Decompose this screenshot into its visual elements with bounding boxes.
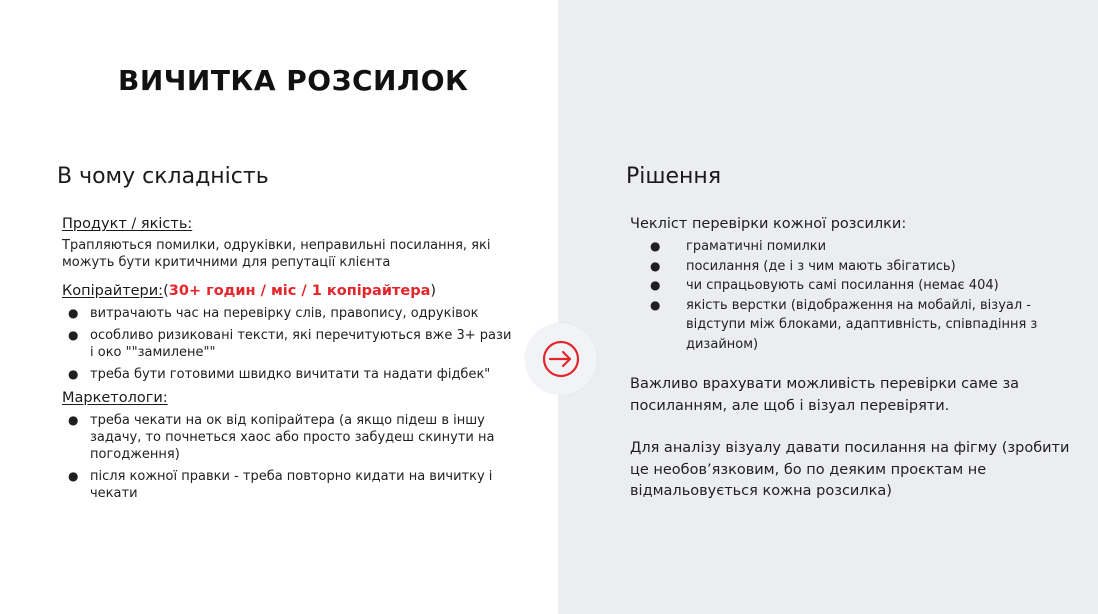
marketers-section-title: Маркетологи: (62, 390, 168, 406)
open-paren: ( (163, 283, 169, 299)
checklist-item: ● посилання (де і з чим мають збігатись) (630, 257, 1070, 277)
checklist-item: ● якість верстки (відображення на мобайлі, візуал - відступи між блоками, адаптивність, співпадіння з дизайном) (650, 297, 1038, 352)
arrow-right-circle-icon (525, 323, 597, 395)
marketers-bullet-list (62, 412, 512, 502)
checklist-item: ● граматичні помилки (630, 237, 1070, 257)
list-item: ● після кожної правки - треба повторно кидати на вичитку і чекати (68, 469, 493, 501)
slide-title: ВИЧИТКА РОЗСИЛОК (118, 64, 469, 97)
copywriters-hours-highlight: 30+ годин / міс / 1 копірайтера (168, 283, 431, 299)
solution-content (630, 215, 1070, 503)
copywriters-bullet-list (62, 305, 512, 383)
product-section-title: Продукт / якість: (62, 216, 193, 232)
bullet-icon: ● (650, 278, 661, 292)
bullet-icon: ● (68, 367, 79, 381)
list-item: ● треба чекати на ок від копірайтера (а якщо підеш в іншу задачу, то почнеться хаос або просто забудеш скинути на погодження) (68, 413, 495, 462)
checklist-item: ● чи спрацьовують самі посилання (немає 404) (630, 276, 1070, 296)
solution-heading: Рішення (626, 164, 722, 189)
close-paren: ) (430, 283, 437, 299)
bullet-icon: ● (68, 413, 79, 427)
checklist-title: Чекліст перевірки кожної розсилки: (630, 216, 907, 232)
list-item: ● витрачають час на перевірку слів, правопису, одруківок (68, 306, 479, 321)
copywriters-section-title: Копірайтери: (62, 283, 164, 299)
bullet-icon: ● (650, 258, 661, 273)
solution-paragraph-link-check: Важливо врахувати можливість перевірки саме за посиланням, але щоб і візуал перевіряти. (630, 376, 1020, 414)
list-item: ● треба бути готовими швидко вичитати та надати фідбек" (68, 367, 491, 382)
bullet-icon: ● (68, 469, 79, 483)
arrow-right-icon (541, 339, 581, 379)
problem-content (62, 215, 512, 507)
bullet-icon: ● (650, 239, 661, 253)
bullet-icon: ● (68, 328, 79, 342)
solution-paragraph-figma: Для аналізу візуалу давати посилання на фігму (зробити це необов’язковим, бо по деяким проєктам не відмальовується кожна розсилка) (630, 440, 1070, 499)
product-section-text: Трапляються помилки, одруківки, неправильні посилання, які можуть бути критичними для репутації клієнта (62, 238, 491, 270)
bullet-icon: ● (650, 297, 661, 312)
checklist (630, 237, 1070, 354)
list-item: ● особливо ризиковані тексти, які перечитуються вже 3+ рази і око ""замилене"" (68, 328, 512, 360)
bullet-icon: ● (68, 306, 79, 320)
problem-heading: В чому складність (57, 164, 269, 189)
copywriters-section-title-row (62, 282, 512, 301)
